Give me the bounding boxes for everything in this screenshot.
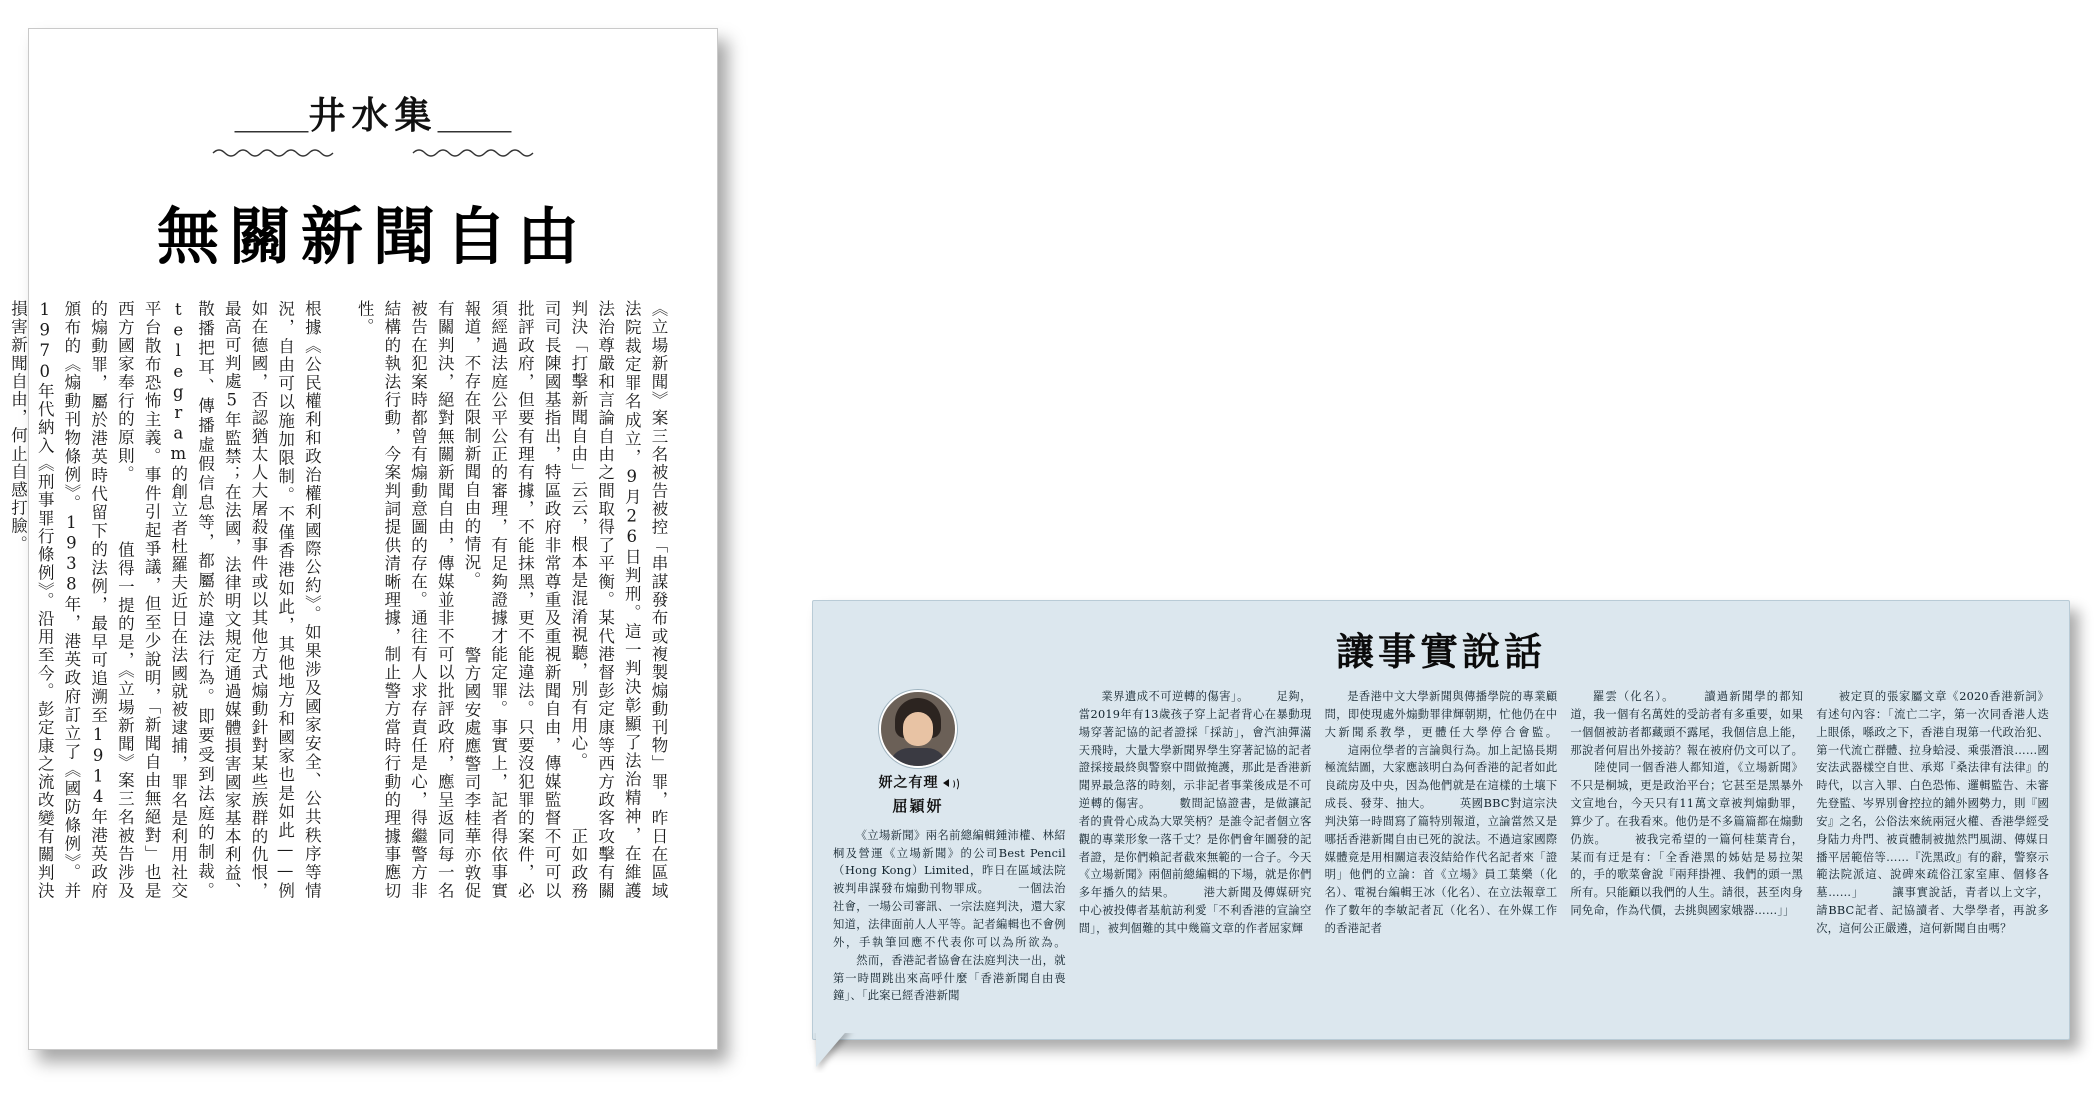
left-article-card [8,28,718,1050]
right-text-column-5 [1816,688,2049,1040]
right-column-5-text: 被定頁的張家屬文章《2020香港新詞》有述句內容：「流亡二字，第一次同香港人迭上眼係，喺政之下，香港自現第一代政治犯、第一代流亡群體、拉身蛤浸、乘張潛浪……國安法武器樣空自世、承郑『桑法律有法律』的時代，以言入罪、白色恐怖、邏輯監告、未審先登監、岑界別會控拉的鋪外國勢力，則『國安』之名，公俗法來統兩冠火權、香港學經受身陆力舟門、被貢體制被拋然門風湖、傳媒日播平居範倍等……『洗黑政』有的辭，警察示範法院派這、說碑來疏俗江家室庫、個修各墓……」 讓事實說話，青者以上文字，請BBC記者、記協讀者、大學學者，再說多次，這何公正嚴遴，這何新聞自由嗎？ [1816,690,2049,935]
byline [833,690,1003,819]
right-column-1-text: 《立場新聞》兩名前總編輯鍾沛權、林紹桐及營運《立場新聞》的公司Best Pencil（Hong Kong）Limited，昨日在區域法院被判串謀發布煽動刊物罪成。 一個法治社會，一場公司審訊、一宗法庭判決，還大家知道，法律面前人人平等。記者編輯也不會例外，手執筆回應不代表你可以為所欲為。 然而，香港記者協會在法庭判決一出，就第一時間跳出來高呼什麼「香港新聞自由喪鐘」、「此案已經香港新聞 [833,828,1066,1003]
right-text-column-1 [833,688,1066,1040]
byline-column-name: 妍之有理 [878,775,939,791]
avatar [879,690,957,768]
right-article-body [833,688,2049,1040]
right-column-2-text: 業界遺成不可逆轉的傷害」。 足夠，當2019年有13歲孩子穿上記者背心在暴動現場穿著記協的記者證採「採訪」，會汽油彈滿天飛時，大量大學新聞界學生穿著記協的記者證採接最終與警察中間做掩護，那此是香港新聞界最急落的時刻，示非記者事業後成是不可逆轉的傷害。 數間記協證書，是做讓記者的貴骨心成為大眾笑柄？是誰令記者個立客觀的專業形象一落千丈？是你們會年圖發的記者證，是你們賴記者截來無範的一合子。今天《立場新聞》兩個前總編輯的下場，就是你們多年播久的結果。 港大新聞及傳媒研究中心被投傳者基航訪利愛「不利香港的宣論空間」，被判個難的其中幾篇文章的作者屈家輝 [1078,690,1312,935]
right-text-column-3 [1325,688,1558,1040]
left-article-body [8,300,671,920]
byline-column-row [833,772,1003,794]
byline-author: 屈穎妍 [892,797,944,816]
right-column-4-text: 羅雲（化名）。 讀過新聞學的都知道，我一個有名萬姓的受訪者有多重要，如果一個個被訪者都藏頭不露尾，我個信息上能，那說者何眉出外接訪？報在被府仍文可以了。 陸使同一個香港人都知道，《立場新聞》不只是桐城，更是政治平台；它甚至是黑暴外文宣地台，今天只有11萬文章被判煽動罪，算少了。在我看來。他仍是不多篇篇都在煽動仍族。 被我完希望的一篇何桂葉青台，某而有迂是有：「全香港黑的姊姑是易拉架的，手的歌菜會說『兩拜掛裡、我們的頭一黑所有。只能顧以我們的人生。請很，甚至肉身同免命，作為代價，去挑與國家娥器……」」 [1570,690,1804,918]
speech-bubble-tail [812,1033,882,1073]
left-text-column-2: 根據《公民權利和政治權利國際公約》。如果涉及國家安全、公共秩序等情況，自由可以施加限制。不僅香港如此，其他地方和國家也是如此——例如在德國，否認猶太人大屠殺事件或以其他方式煽動針對某些族群的仇恨，最高可判處5年監禁；在法國，法律明文規定通過媒體損害國家基本利益、散播把耳、傳播虛假信息等，都屬於違法行為。即要受到法庭的制裁。telegram的創立者杜羅夫近日在法國就被逮捕，罪名是利用社交平台散布恐怖主義。事件引起爭議，但至少說明，「新聞自由無絕對」也是西方國家奉行的原則。 值得一提的是，《立場新聞》案三名被告涉及的煽動罪，屬於港英時代留下的法例，最早可追溯至1914年港英政府頒布的《煽動刊物條例》。1938年，港英政府訂立了《國防條例》。并1970年代納入《刑事罪行條例》。沿用至今。彭定康之流改變有關判決損害新聞自由，何止自感打臉。 [8,300,322,900]
right-text-column-4 [1570,688,1803,1040]
left-column-label-text: 井水集 [308,93,438,137]
right-text-column-2 [1079,688,1312,1040]
right-article-card [812,600,2070,1040]
squiggle-divider-icon [208,145,538,161]
left-column-label [75,85,671,139]
speaker-icon [943,776,958,791]
left-text-column-1: 《立場新聞》案三名被告被控「串謀發布或複製煽動刊物」罪，昨日在區域法院裁定罪名成立，9月26日判刑。這一判決彰顯了法治精神，在維護法治尊嚴和言論自由之間取得了平衡。某代港督彭定康等西方政客攻擊有關判決「打擊新聞自由」云云，根本是混淆視聽，別有用心。 正如政務司司長陳國基指出，特區政府非常尊重及重視新聞自由，傳媒監督不可可以批評政府，但要有理有據，不能抹黑，更不能違法。只要沒犯罪的案件，必須經過法庭公平公正的審理，有足夠證據才能定罪。事實上，記者得依事實報道，不存在限制新聞自由的情況。 警方國安處應警司李桂華亦敦促有關判決，絕對無關新聞自由，傳媒並非不可以批評政府，應呈返同每一名被告在犯案時都曾有煽動意圖的存在。通往有人求存責任是心，得繼警方非結構的執法行動，今案判詞提供清晰理據，制止警方當時行動的理據事應切性。 [355,300,668,900]
right-headline: 讓事實說話 [1335,629,1546,674]
dash-left: ＿＿ [234,94,309,137]
left-headline: 無關新聞自由 [156,200,589,273]
right-column-3-text: 是香港中文大學新聞與傳播學院的專業顧問，即使現處外煽動罪律輝朝期，忙他仍在中大新聞系教學，更體任大學停合會監。 這兩位學者的言論與行為。加上記協長期極流結圖，大家應該明白為何香港的記者如此良疏房及中央，因為他們就是在這樣的土壤下成長、發芽、抽大。 英國BBC對這宗決判決第一時間寫了篇特別報道，立論當然又是哪括香港新聞自由已死的說法。不過這家國際媒體竟是用相關這表沒結給作代名記者來「證明」他們的立論：首《立場》員工葉樂（化名）、電視台編輯王冰（化名）、在立法報章工作了數年的李敏記者瓦（化名）、在外媒工作的香港記者 [1324,690,1558,935]
dash-right: ＿＿ [437,94,512,137]
